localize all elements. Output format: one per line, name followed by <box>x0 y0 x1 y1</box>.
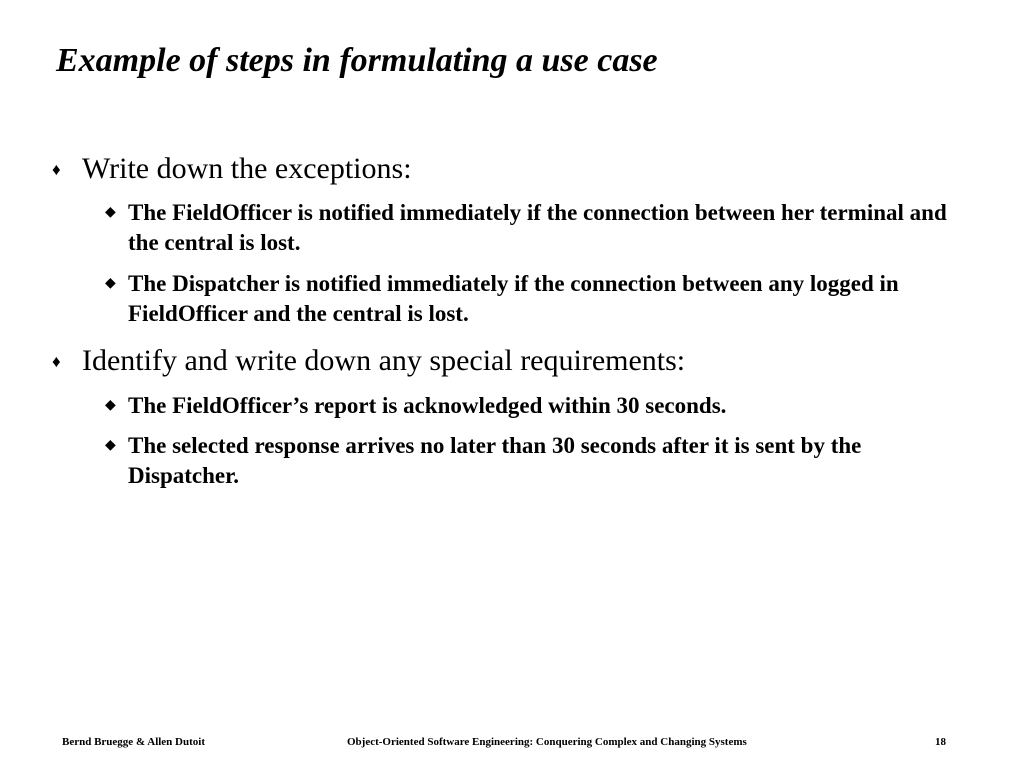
diamond-sub-bullet-icon: ◆ <box>105 398 116 413</box>
bullet-text: Write down the exceptions: <box>82 152 412 185</box>
diamond-sub-bullet-icon: ◆ <box>105 205 116 220</box>
footer-book-title: Object-Oriented Software Engineering: Conquering Complex and Changing Systems <box>347 736 747 748</box>
slide-title: Example of steps in formulating a use case <box>56 42 658 79</box>
sub-bullet-text: The selected response arrives no later than 30 seconds after it is sent by the Dispatcher. <box>128 433 862 488</box>
diamond-bullet-icon: ♦ <box>52 160 61 179</box>
sub-bullet-text: The FieldOfficer’s report is acknowledged within 30 seconds. <box>128 393 727 418</box>
bullet-text: Identify and write down any special requirements: <box>82 344 686 377</box>
diamond-bullet-icon: ♦ <box>52 352 61 371</box>
diamond-sub-bullet-icon: ◆ <box>105 276 116 291</box>
footer-page-number: 18 <box>935 736 946 748</box>
footer-authors: Bernd Bruegge & Allen Dutoit <box>62 736 205 748</box>
diamond-sub-bullet-icon: ◆ <box>105 438 116 453</box>
sub-bullet-text: The Dispatcher is notified immediately if the connection between any logged in FieldOfficer and the central is lost. <box>128 271 899 326</box>
sub-bullet-text: The FieldOfficer is notified immediately if the connection between her terminal and the central is lost. <box>128 200 947 255</box>
